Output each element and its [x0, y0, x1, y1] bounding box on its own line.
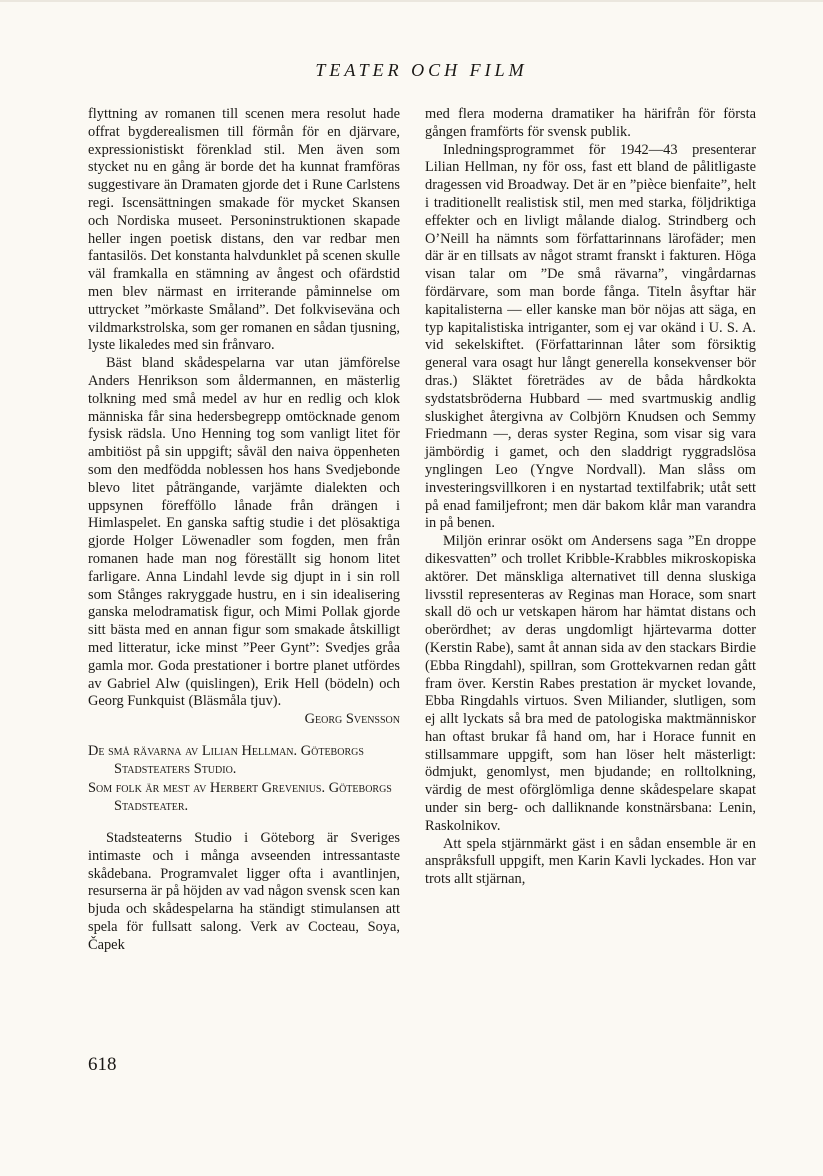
- article-paragraph: Att spela stjärnmärkt gäst i en sådan ensemble är en anspråksfull uppgift, men Karin Kavli lyckades. Hon var trots allt stjärnan,: [425, 835, 756, 888]
- page-number: 618: [88, 1054, 117, 1075]
- article-paragraph: Bäst bland skådespelarna var utan jämförelse Anders Henrikson som åldermannen, en mästerlig tolkning med små medel av hur en redlig och klok människa får sina hedersbegrepp omtöcknade genom fysisk rädsla. Uno Henning tog som vanligt litet för ambitiöst på sin uppgift; såväl den naiva öppenheten som den medfödda noblessen hos hans Svedjebonde blevo litet påträngande, varjämte dialekten och uppsynen förefföllo lånade från drängen i Himlaspelet. En ganska saftig studie i det plösaktiga gjorde Holger Löwenadler som fogden, men från romanen hade man nog föreställt sig honom litet farligare. Anna Lindahl levde sig djupt in i sin roll som Stånges rakryggade hustru, en i sin idealisering ganska melodramatisk figur, och Mimi Pollak gjorde sitt bästa med en annan figur som smakade åtskilligt med litteratur, icke minst ”Peer Gynt”: Svedjes gråa gamla mor. Goda prestationer i bortre planet utfördes av Gabriel Alw (quislingen), Erik Hell (bödeln) och Georg Funkquist (Bläsmåla tjuv).: [88, 355, 400, 710]
- running-header: TEATER OCH FILM: [315, 60, 528, 80]
- review-heading: Som folk är mest av Herbert Grevenius. Göteborgs Stadsteater.: [88, 780, 392, 815]
- author-signature: Georg Svensson: [304, 711, 400, 728]
- article-paragraph: Miljön erinrar osökt om Andersens saga ”En droppe dikesvatten” och trollet Kribble-Krabbles mikroskopiska aktörer. Det mänskliga alternativet till denna sluskiga livsstil representeras av Reginas man Horace, som snart skall dö och ur vetskapen härom har hämtat distans och oberördhet; av deras ungdomligt hjärtevarma dotter (Kerstin Rabe), samt åt annan sida av den stackars Birdie (Ebba Ringdahl), spillran, som Grottekvarnen redan gått fram över. Kerstin Rabes prestation är mycket lovande, Ebba Ringdahls virtuos. Sven Miliander, slutligen, som ej allt lyckats så bra med de patologiska maktmänniskor han oftast brukar få hand om, har i Horace funnit en stillsammare uppgift, som han löser helt mästerligt: ödmjukt, genomlyst, men bjudande; en rolltolkning, värdig de mest oförglömliga denne skådespelare skapat under sin berg- och dalliknande konstnärsbana: Lenin, Raskolnikov.: [425, 533, 756, 834]
- right-column: [425, 106, 756, 889]
- article-paragraph: med flera moderna dramatiker ha härifrån för första gången framförts för svensk publik.: [425, 106, 756, 140]
- article-paragraph: flyttning av romanen till scenen mera resolut hade offrat bygderealismen till förmån för en djärvare, expressionistiskt förenklad stil. Men även som stycket nu en gång är borde det ha kunnat framföras suggestivare än Dramaten gjorde det i Rune Carlstens regi. Iscensättningen smakade för mycket Skansen och Nordiska museet. Personinstruktionen skapade heller ingen poetisk distans, den var redbar men fantasilös. Det konstanta halvdunklet på scenen skulle väl framkalla en stämning av ångest och ofärdstid men blev närmast en irriterande påminnelse om uttrycket ”mörkaste Småland”. Det folkviseväna och vildmarkstrolska, som ger romanen en sådan tjusning, lyste likaledes med sin frånvaro.: [88, 106, 400, 354]
- article-paragraph: Stadsteaterns Studio i Göteborg är Sveriges intimaste och i många avseenden intressantaste skådebana. Programvalet ligger ofta i avantlinjen, resurserna är på höjden av vad någon svensk scen kan bjuda och skådespelarna ha ständigt stimulansen att spela för fullsatt salong. Verk av Cocteau, Soya, Čapek: [88, 830, 400, 953]
- review-headings: [88, 743, 400, 816]
- left-column: [88, 106, 400, 955]
- article-paragraph: Inledningsprogrammet för 1942—43 presenterar Lilian Hellman, ny för oss, fast ett bland de pålitligaste dragessen vid Broadway. Det är en ”pièce bienfaite”, helt i traditionellt realistisk stil, men med starka, följdriktiga effekter och en livligt målande dialog. Strindberg och O’Neill ha nämnts som författarinnans lärofäder; men där är en tillsats av något stramt franskt i fakturen. Höga visan talar om ”De små rävarna”, vingårdarnas fördärvare, som man borde fånga. Titeln åsyftar här kapitalisterna — eller kanske man bör nöjas att säga, en typ kapitalistiska intriganter, som ej var okänd i U. S. A. vid sekelskiftet. (Författarinnan låter som försiktig general vara osagt hur långt generella konsekvenser bör dras.) Släktet företrädes av de båda hårdkokta sydstatsbröderna Hubbard — med svartmuskig andlig sluskighet återgivna av Colbjörn Knudsen och Semmy Friedmann —, deras syster Regina, som visar sig vara jämbördig i gamet, och den sladdrigt ryggradslösa ynglingen Leo (Yngve Nordvall). Man slåss om investeringsvillkoren i en nystartad textilfabrik; utåt sett på enad familjefront; men där bakom klår man varandra in på benen.: [425, 141, 756, 532]
- review-heading: De små rävarna av Lilian Hellman. Göteborgs Stadsteaters Studio.: [88, 742, 364, 777]
